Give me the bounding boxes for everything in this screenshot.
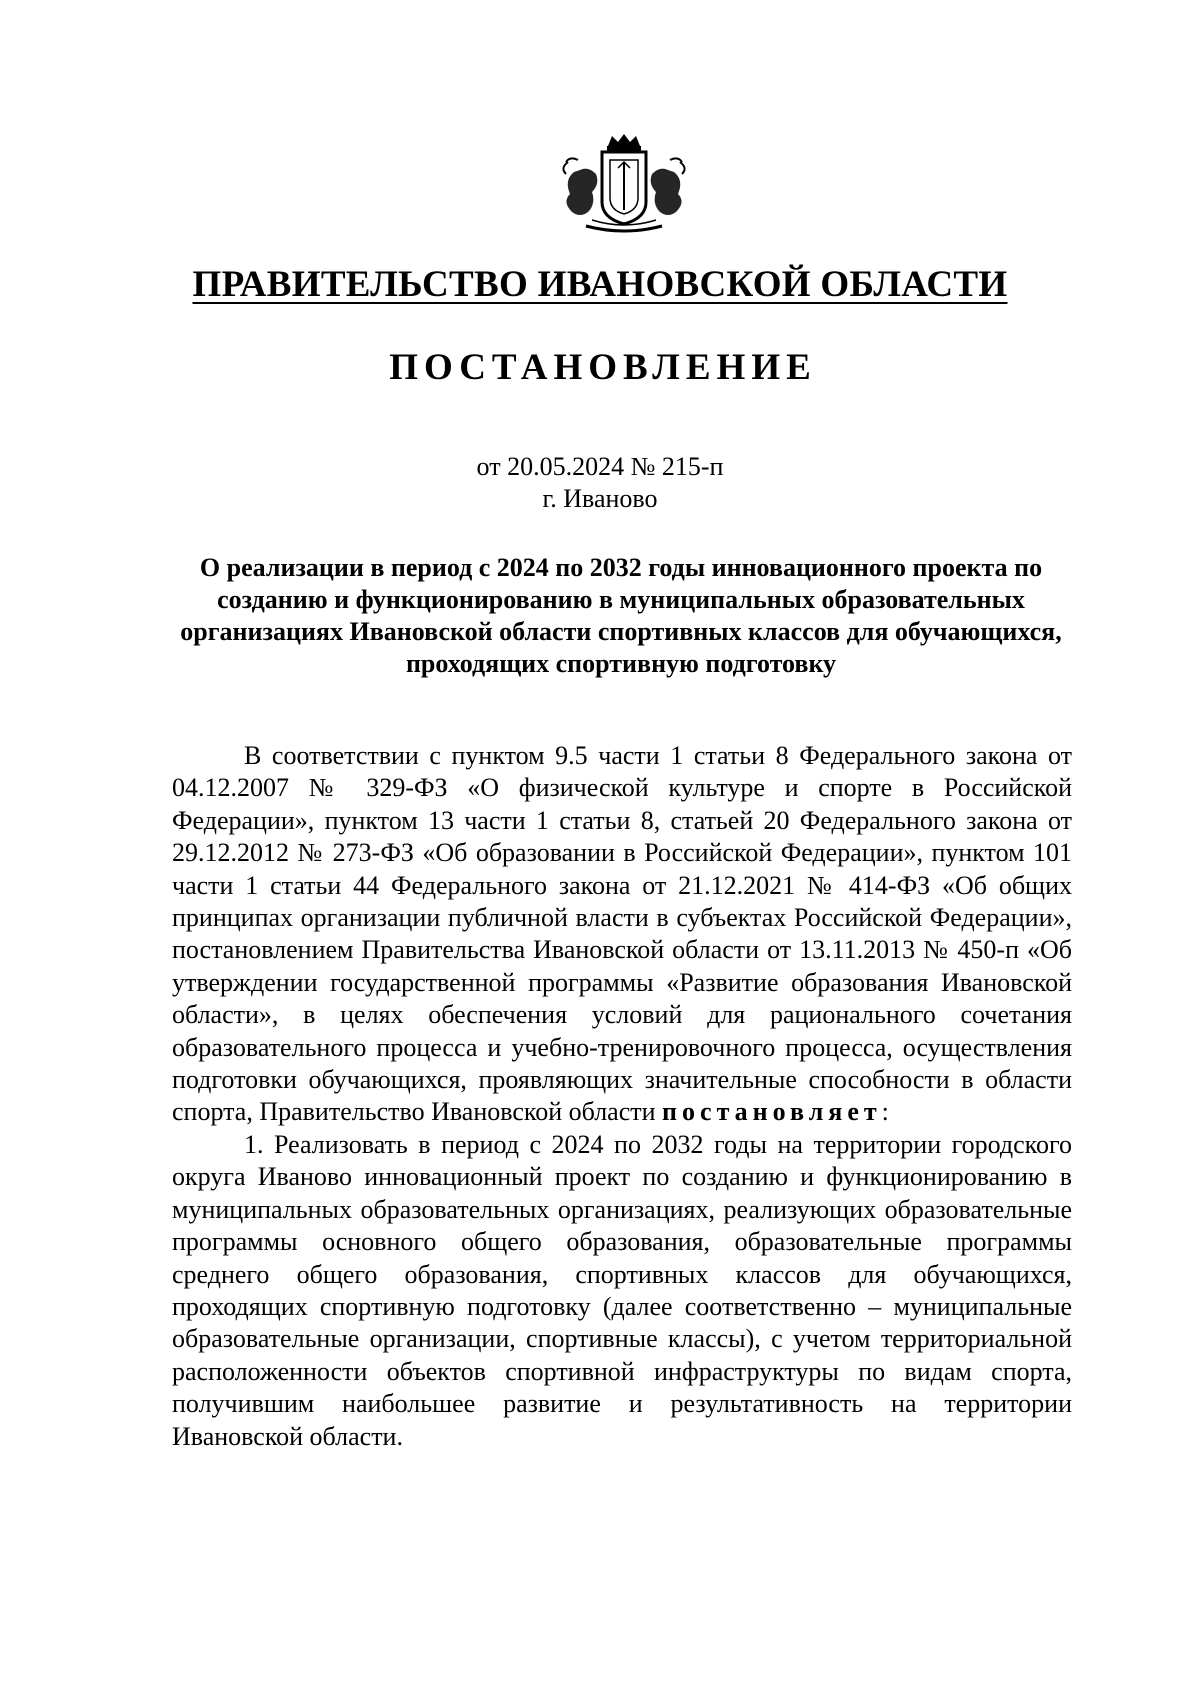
document-subject: О реализации в период с 2024 по 2032 годы инновационного проекта по созданию и функционированию в муниципальных образовательных организациях Ивановской области спортивных классов для обучающихся, проходящих спортивную подготовку xyxy=(180,553,1062,678)
resolves-colon: : xyxy=(881,1097,889,1127)
resolves-word: постановляет xyxy=(662,1097,882,1127)
document-body xyxy=(172,740,1072,1453)
document-date-number: от 20.05.2024 № 215-п xyxy=(476,452,724,481)
preamble-text: В соответствии с пунктом 9.5 части 1 статьи 8 Федерального закона от 04.12.2007 № 329-ФЗ «О физической культуре и спорте в Российской Федерации», пунктом 13 части 1 статьи 8, статьей 20 Федерального закона от 29.12.2012 № 273-ФЗ «Об образовании в Российской Федерации», пунктом 101 части 1 статьи 44 Федерального закона от 21.12.2021 № 414-ФЗ «Об общих принципах организации публичной власти в субъектах Российской Федерации», постановлением Правительства Ивановской области от 13.11.2013 № 450-п «Об утверждении государственной программы «Развитие образования Ивановской области», в целях обеспечения условий для рационального сочетания образовательного процесса и учебно-тренировочного процесса, осуществления подготовки обучающихся, проявляющих значительные способности в области спорта, Правительство Ивановской области xyxy=(172,741,1072,1127)
document-city: г. Иваново xyxy=(542,484,658,513)
preamble-paragraph xyxy=(172,740,1072,1129)
item-1-paragraph: 1. Реализовать в период с 2024 по 2032 годы на территории городского округа Иваново инновационный проект по созданию и функционированию в муниципальных образовательных организациях, реализующих образовательные программы основного общего образования, образовательные программы среднего общего образования, спортивных классов для обучающихся, проходящих спортивную подготовку (далее соответственно – муниципальные образовательные организации, спортивные классы), с учетом территориальной расположенности объектов спортивной инфраструктуры по видам спорта, получившим наибольшее развитие и результативность на территории Ивановской области. xyxy=(172,1129,1072,1451)
coat-of-arms-icon xyxy=(552,132,696,236)
document-type: ПОСТАНОВЛЕНИЕ xyxy=(389,347,817,388)
organization-title: ПРАВИТЕЛЬСТВО ИВАНОВСКОЙ ОБЛАСТИ xyxy=(192,264,1008,305)
